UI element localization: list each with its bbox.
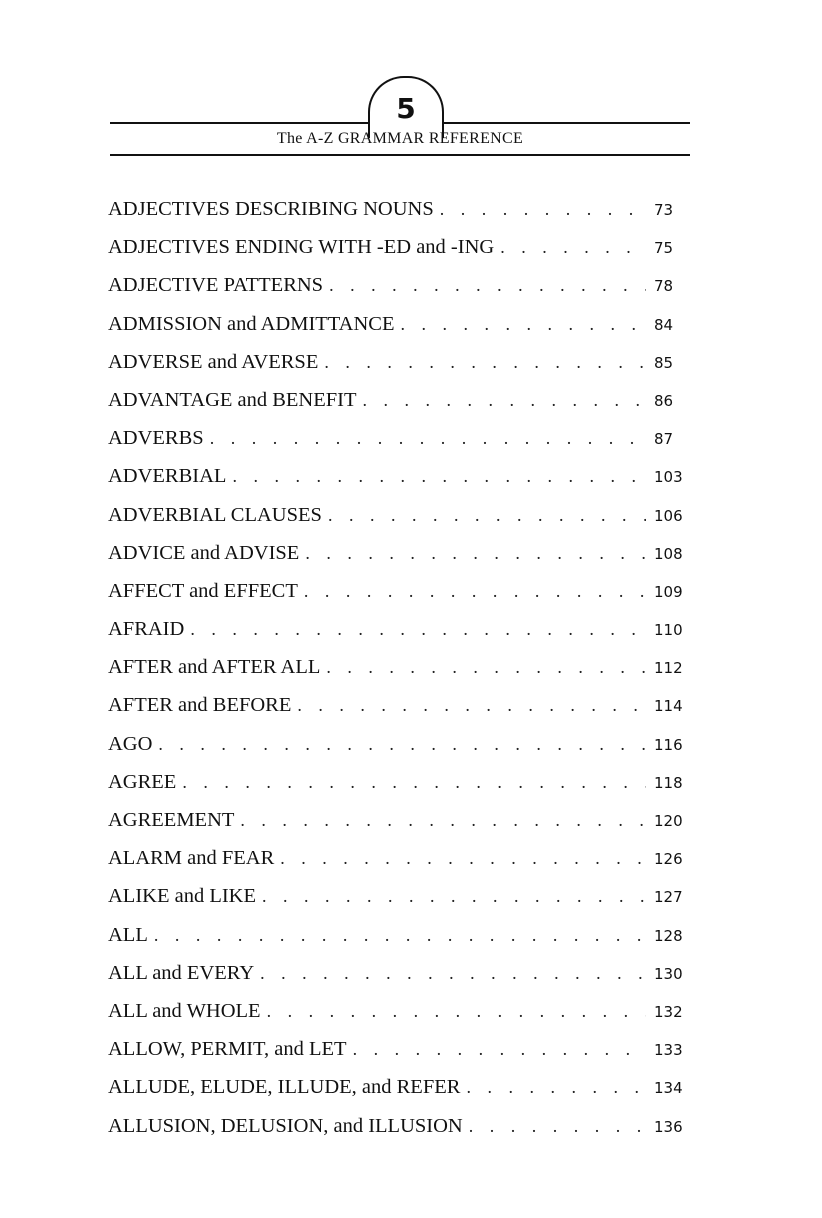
dot-leader: [326, 648, 646, 686]
entry-title: ADVERSE and AVERSE: [108, 350, 319, 373]
contents-entry: [108, 381, 692, 419]
dot-leader: [440, 190, 646, 228]
dot-leader: [182, 763, 646, 801]
entry-title: ADJECTIVES DESCRIBING NOUNS: [108, 198, 434, 220]
contents-entry: [108, 496, 692, 534]
entry-page-number: 86: [654, 391, 674, 410]
entry-title: AFTER and AFTER ALL: [108, 656, 321, 679]
entry-page-number: 73: [654, 201, 674, 219]
entry-title: ALIKE and LIKE: [108, 885, 257, 908]
entry-page-number: 128: [654, 926, 683, 945]
entry-title: ALL and WHOLE: [108, 999, 261, 1022]
contents-entry: [108, 343, 692, 381]
contents-entry: [108, 839, 692, 877]
page-header: [110, 74, 690, 164]
dot-leader: [329, 266, 646, 304]
contents-entry: [108, 877, 692, 915]
entry-page-number: 133: [654, 1041, 683, 1060]
contents-entry: [108, 686, 692, 724]
entry-page-number: 87: [654, 430, 674, 449]
entry-title: ADJECTIVE PATTERNS: [108, 274, 324, 297]
entry-title: AGREEMENT: [108, 809, 235, 831]
book-title: The A-Z GRAMMAR REFERENCE: [276, 130, 524, 147]
entry-title: ADMISSION and ADMITTANCE: [108, 312, 395, 335]
entry-title: ADVERBIAL: [108, 465, 227, 488]
contents-entry: [108, 725, 692, 763]
dot-leader: [401, 305, 647, 343]
header-rule-right: [440, 122, 690, 124]
contents-entry: [108, 954, 692, 992]
entry-page-number: 114: [654, 697, 683, 716]
dot-leader: [260, 954, 646, 992]
entry-page-number: 118: [654, 773, 683, 792]
entry-page-number: 112: [654, 659, 683, 678]
entry-title: ALL: [108, 923, 148, 946]
entry-page-number: 130: [654, 964, 683, 983]
contents-entry: [108, 916, 692, 954]
dot-leader: [232, 457, 646, 495]
entry-title: ALL and EVERY: [108, 961, 255, 984]
entry-title: AFRAID: [108, 618, 185, 641]
dot-leader: [500, 228, 646, 266]
dot-leader: [324, 343, 646, 381]
dot-leader: [304, 572, 646, 610]
contents-entry: [108, 1030, 692, 1068]
dot-leader: [363, 381, 646, 419]
dot-leader: [305, 534, 646, 572]
contents-entry: [108, 305, 692, 343]
entry-page-number: 108: [654, 544, 683, 563]
contents-entry: [108, 190, 692, 228]
entry-page-number: 106: [654, 506, 683, 525]
contents-entry: [108, 419, 692, 457]
entry-title: ALLUDE, ELUDE, ILLUDE, and REFER: [108, 1076, 461, 1099]
entry-title: AFFECT and EFFECT: [108, 579, 298, 602]
dot-leader: [262, 877, 646, 915]
contents-entry: [108, 1107, 692, 1145]
dot-leader: [240, 801, 646, 839]
dot-leader: [154, 916, 646, 954]
contents-entry: [108, 648, 692, 686]
contents-entry: [108, 228, 692, 266]
contents-entry: [108, 572, 692, 610]
entry-title: AGREE: [108, 770, 177, 793]
entry-page-number: 136: [654, 1117, 683, 1136]
header-rule-bottom: [110, 154, 690, 156]
entry-page-number: 78: [654, 277, 674, 296]
dot-leader: [158, 725, 646, 763]
entry-page-number: 84: [654, 315, 674, 334]
entry-page-number: 120: [654, 812, 683, 830]
entry-page-number: 85: [654, 353, 674, 372]
contents-entry: [108, 763, 692, 801]
entry-page-number: 126: [654, 850, 683, 869]
contents-entry: [108, 266, 692, 304]
entry-title: AFTER and BEFORE: [108, 694, 292, 717]
entry-page-number: 109: [654, 582, 683, 601]
entry-page-number: 116: [654, 735, 683, 754]
dot-leader: [190, 610, 646, 648]
entry-title: ALLOW, PERMIT, and LET: [108, 1038, 347, 1061]
contents-entry: [108, 992, 692, 1030]
entry-page-number: 103: [654, 468, 683, 487]
entry-page-number: 110: [654, 621, 683, 640]
entry-page-number: 127: [654, 888, 683, 907]
contents-entry: [108, 534, 692, 572]
contents-entry: [108, 801, 692, 839]
header-rule-left: [110, 122, 370, 124]
entry-title: ADVICE and ADVISE: [108, 541, 300, 564]
entry-title: ALARM and FEAR: [108, 847, 275, 870]
entry-title: ADJECTIVES ENDING WITH -ED and -ING: [108, 236, 495, 259]
entry-title: ALLUSION, DELUSION, and ILLUSION: [108, 1114, 463, 1137]
contents-list: [108, 190, 692, 1145]
entry-title: AGO: [108, 732, 153, 755]
dot-leader: [469, 1107, 646, 1145]
dot-leader: [297, 686, 646, 724]
entry-page-number: 132: [654, 1002, 683, 1021]
dot-leader: [280, 839, 646, 877]
entry-title: ADVERBIAL CLAUSES: [108, 503, 322, 526]
entry-page-number: 75: [654, 239, 674, 258]
contents-entry: [108, 1068, 692, 1106]
dot-leader: [210, 419, 646, 457]
page-number: 5: [396, 92, 416, 125]
entry-title: ADVERBS: [108, 427, 204, 450]
dot-leader: [267, 992, 646, 1030]
dot-leader: [328, 496, 646, 534]
dot-leader: [466, 1068, 646, 1106]
page-number-badge: [368, 76, 444, 138]
contents-entry: [108, 610, 692, 648]
entry-page-number: 134: [654, 1079, 683, 1098]
dot-leader: [353, 1030, 646, 1068]
entry-title: ADVANTAGE and BENEFIT: [108, 388, 357, 411]
contents-entry: [108, 457, 692, 495]
